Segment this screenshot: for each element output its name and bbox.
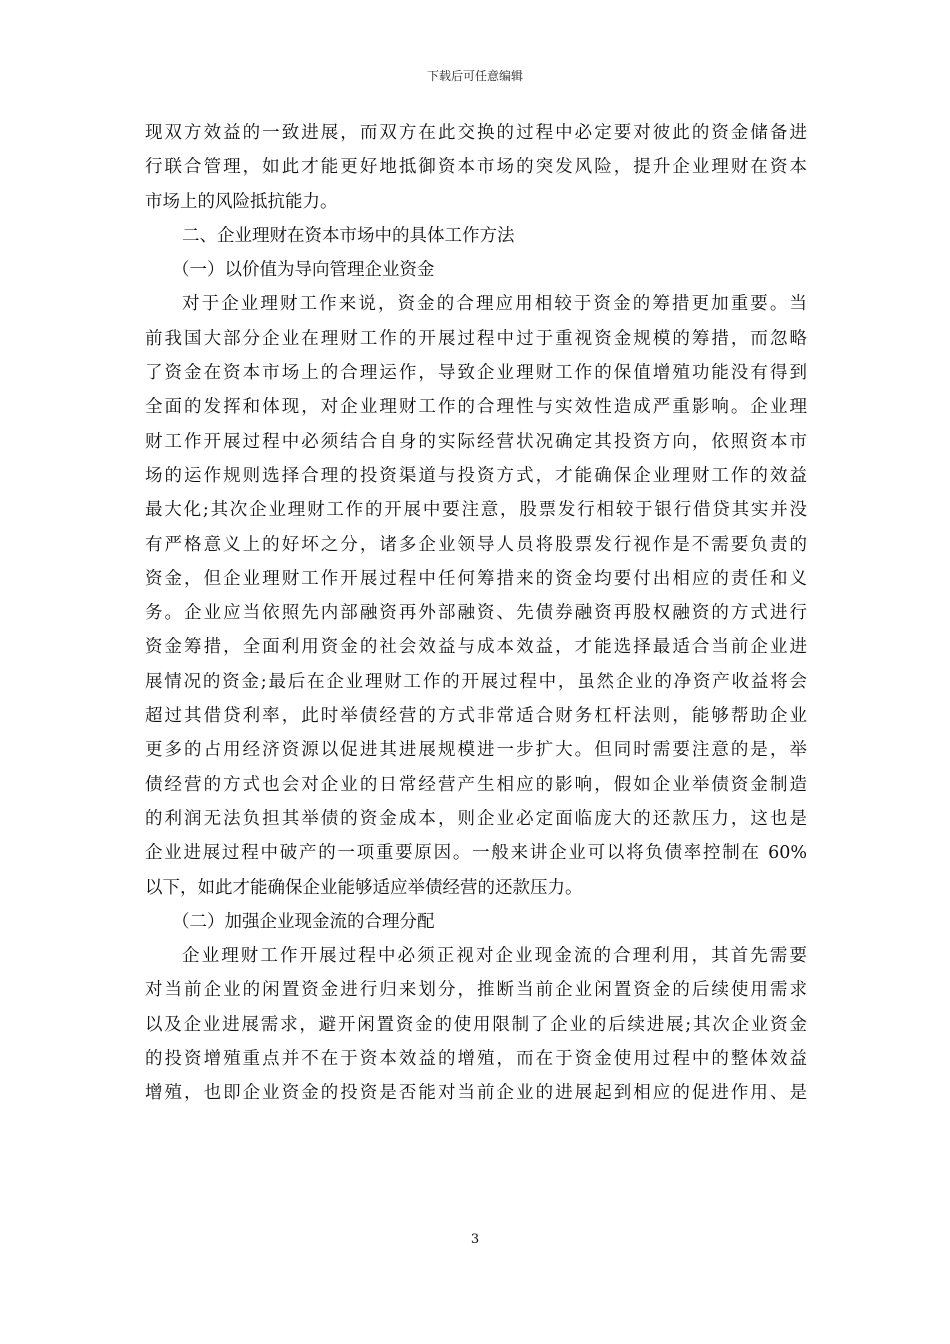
text-line: 最大化;其次企业理财工作的开展中要注意，股票发行相较于银行借贷其实并没 bbox=[145, 500, 807, 521]
text-line: 的投资增殖重点并不在于资本效益的增殖，而在于资金使用过程中的整体效益 bbox=[145, 1049, 807, 1070]
text-line: 对于企业理财工作来说，资金的合理应用相较于资金的筹措更加重要。当 bbox=[182, 294, 807, 315]
text-line: 市场上的风险抵抗能力。 bbox=[145, 191, 338, 212]
text-line: 增殖，也即企业资金的投资是否能对当前企业的进展起到相应的促进作用、是 bbox=[145, 1083, 807, 1104]
section-heading: 二、企业理财在资本市场中的具体工作方法 bbox=[182, 225, 515, 246]
text-line: 以下，如此才能确保企业能够适应举债经营的还款压力。 bbox=[145, 877, 583, 898]
text-line: 资金，但企业理财工作开展过程中任何筹措来的资金均要付出相应的责任和义 bbox=[145, 568, 807, 589]
text-line: 企业理财工作开展过程中必须正视对企业现金流的合理利用，其首先需要 bbox=[182, 946, 807, 967]
text-line: 展情况的资金;最后在企业理财工作的开展过程中，虽然企业的净资产收益将会 bbox=[145, 671, 807, 692]
page-header: 下载后可任意编辑 bbox=[426, 69, 523, 83]
document-body bbox=[145, 116, 807, 1111]
text-line: 现双方效益的一致进展，而双方在此交换的过程中必定要对彼此的资金储备进 bbox=[145, 123, 807, 143]
text-line: 有严格意义上的好坏之分，诸多企业领导人员将股票发行视作是不需要负责的 bbox=[145, 534, 807, 555]
subsection-heading: （二）加强企业现金流的合理分配 bbox=[172, 911, 435, 932]
text-line: 务。企业应当依照先内部融资再外部融资、先债券融资再股权融资的方式进行 bbox=[145, 603, 807, 624]
text-line: 以及企业进展需求，避开闲置资金的使用限制了企业的后续进展;其次企业资金 bbox=[145, 1014, 807, 1035]
text-line: 前我国大部分企业在理财工作的开展过程中过于重视资金规模的筹措，而忽略 bbox=[145, 328, 807, 349]
text-line: 债经营的方式也会对企业的日常经营产生相应的影响，假如企业举债资金制造 bbox=[145, 774, 807, 795]
text-line: 更多的占用经济资源以促进其进展规模进一步扩大。但同时需要注意的是，举 bbox=[145, 740, 807, 761]
text-line: 对当前企业的闲置资金进行归来划分，推断当前企业闲置资金的后续使用需求 bbox=[145, 980, 807, 1001]
page-number: 3 bbox=[470, 1232, 480, 1247]
text-line: 资金筹措，全面利用资金的社会效益与成本效益，才能选择最适合当前企业进 bbox=[145, 637, 807, 658]
text-line: 行联合管理，如此才能更好地抵御资本市场的突发风险，提升企业理财在资本 bbox=[145, 157, 807, 178]
text-line: 超过其借贷利率，此时举债经营的方式非常适合财务杠杆法则，能够帮助企业 bbox=[145, 706, 807, 727]
text-line: 财工作开展过程中必须结合自身的实际经营状况确定其投资方向，依照资本市 bbox=[145, 431, 807, 452]
text-line: 企业进展过程中破产的一项重要原因。一般来讲企业可以将负债率控制在 60% bbox=[145, 843, 807, 864]
text-line: 全面的发挥和体现，对企业理财工作的合理性与实效性造成严重影响。企业理 bbox=[145, 397, 807, 418]
text-line: 场的运作规则选择合理的投资渠道与投资方式，才能确保企业理财工作的效益 bbox=[145, 465, 807, 486]
text-line: 了资金在资本市场上的合理运作，导致企业理财工作的保值增殖功能没有得到 bbox=[145, 363, 807, 384]
subsection-heading: （一）以价值为导向管理企业资金 bbox=[172, 260, 435, 281]
text-line: 的利润无法负担其举债的资金成本，则企业必定面临庞大的还款压力，这也是 bbox=[145, 808, 807, 829]
